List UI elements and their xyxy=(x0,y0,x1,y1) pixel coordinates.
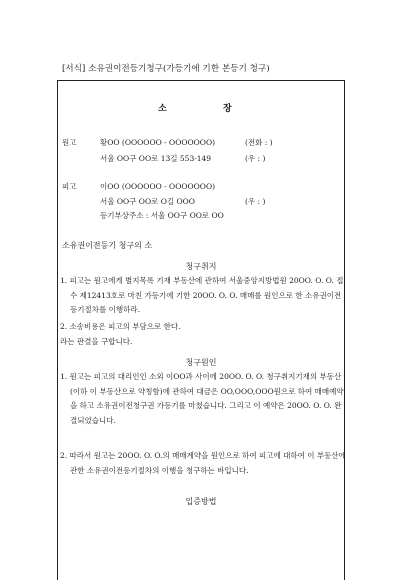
defendant-registry-address: 등기부상주소 : 서울 OO구 OO로 OO xyxy=(100,211,224,220)
evidence-heading: 입증방법 xyxy=(185,497,217,506)
plaintiff-phone: (전화 : ) xyxy=(245,138,273,147)
plaintiff-name: 황OO (OOOOOO - OOOOOOO) xyxy=(100,138,216,147)
defendant-address: 서울 OO구 OO로 O길 OOO xyxy=(100,197,195,206)
claim-purpose-item-2: 2. 소송비용은 피고의 부담으로 한다. xyxy=(60,322,181,331)
claim-cause-heading: 청구원인 xyxy=(185,358,217,367)
claim-purpose-item-1: 1. 피고는 원고에게 별지목록 기재 부동산에 관하여 서울중앙지방법원 20OO. O. O. 접수 제12413호로 마친 가등기에 기한 20OO. O. O. 매매를 원인으로 한 소유권이전등기절차를 이행하라. xyxy=(60,276,344,314)
defendant-postal: (우 : ) xyxy=(245,197,266,206)
form-label: [서식] 소유권이전등기청구(가등기에 기한 본등기 청구) xyxy=(62,64,270,74)
defendant-name: 이OO (OOOOOO - OOOOOOO) xyxy=(100,182,216,191)
plaintiff-role: 원고 xyxy=(62,138,77,147)
title-char-jang: 장 xyxy=(223,104,232,114)
plaintiff-address: 서울 OO구 OO로 13길 553-149 xyxy=(100,154,212,163)
title-char-so: 소 xyxy=(158,104,167,114)
plaintiff-postal: (우 : ) xyxy=(245,154,266,163)
claim-cause-item-1: 1. 원고는 피고의 대리인인 소외 이OO과 사이에 20OO. O. O. 청구취지기재의 부동산(이하 이 부동산으로 약칭함)에 관하여 대금은 OO,OOO,OOO원으로 하여 매매예약을 하고 소유권이전청구권 가등기를 마쳤습니다. 그리고 이 예약은 20OO. O. O. 완결되었습니다. xyxy=(60,372,344,425)
claim-purpose-closing: 라는 판결을 구합니다. xyxy=(60,337,133,346)
defendant-role: 피고 xyxy=(62,182,77,191)
claim-cause-item-2: 2. 따라서 원고는 20OO. O. O.의 매매계약을 원인으로 하여 피고에 대하여 이 부동산에 관한 소유권이전등기절차의 이행을 청구하는 바입니다. xyxy=(60,451,346,475)
claim-purpose-heading: 청구취지 xyxy=(185,262,217,271)
case-name: 소유권이전등기 청구의 소 xyxy=(62,241,153,250)
